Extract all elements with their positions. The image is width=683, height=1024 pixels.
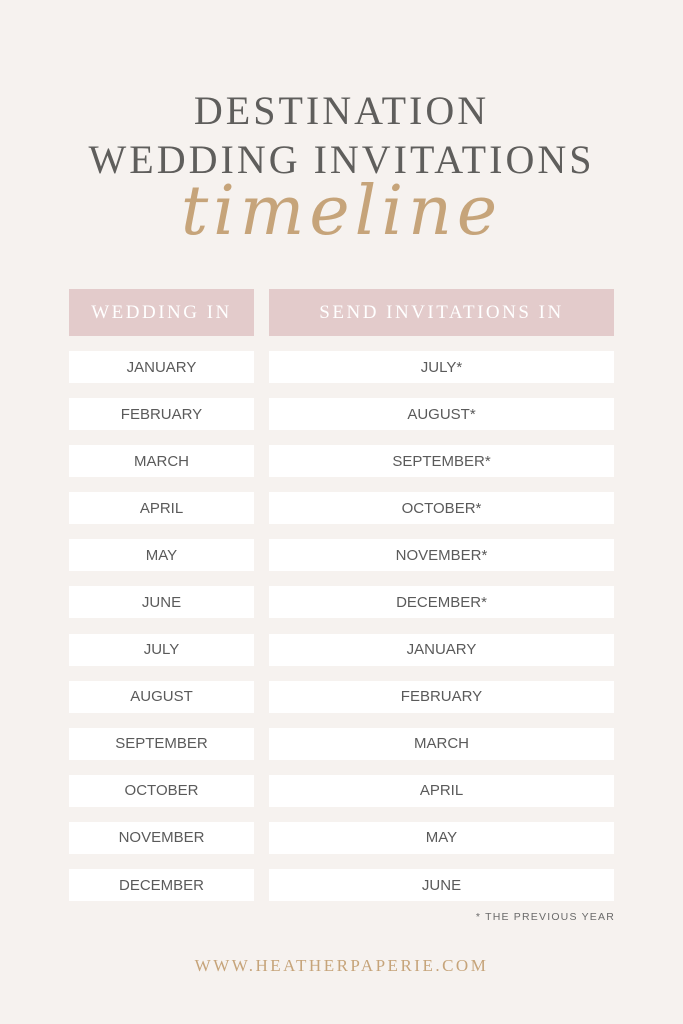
wedding-month-cell: FEBRUARY	[69, 398, 254, 430]
wedding-month-cell: OCTOBER	[69, 775, 254, 807]
send-month-cell: FEBRUARY	[269, 681, 614, 713]
table-row	[0, 586, 683, 618]
wedding-month-cell: APRIL	[69, 492, 254, 524]
table-row	[0, 445, 683, 477]
column-header-wedding-in: WEDDING IN	[69, 289, 254, 336]
table-row	[0, 634, 683, 666]
send-month-cell: AUGUST*	[269, 398, 614, 430]
column-header-send-invitations-in: SEND INVITATIONS IN	[269, 289, 614, 336]
wedding-month-cell: MAY	[69, 539, 254, 571]
wedding-month-cell: SEPTEMBER	[69, 728, 254, 760]
wedding-month-cell: JANUARY	[69, 351, 254, 383]
wedding-month-cell: NOVEMBER	[69, 822, 254, 854]
wedding-month-cell: DECEMBER	[69, 869, 254, 901]
send-month-cell: DECEMBER*	[269, 586, 614, 618]
send-month-cell: OCTOBER*	[269, 492, 614, 524]
title-line-1: DESTINATION	[193, 88, 490, 133]
send-month-cell: JULY*	[269, 351, 614, 383]
send-month-cell: MARCH	[269, 728, 614, 760]
wedding-month-cell: MARCH	[69, 445, 254, 477]
send-month-cell: JUNE	[269, 869, 614, 901]
wedding-month-cell: AUGUST	[69, 681, 254, 713]
table-row	[0, 492, 683, 524]
send-month-cell: SEPTEMBER*	[269, 445, 614, 477]
table-row	[0, 351, 683, 383]
send-month-cell: JANUARY	[269, 634, 614, 666]
title-line-2: WEDDING INVITATIONS	[88, 137, 595, 182]
table-row	[0, 539, 683, 571]
website-url: WWW.HEATHERPAPERIE.COM	[194, 956, 489, 975]
wedding-month-cell: JUNE	[69, 586, 254, 618]
wedding-month-cell: JULY	[69, 634, 254, 666]
script-title: timeline	[180, 172, 503, 251]
send-month-cell: APRIL	[269, 775, 614, 807]
send-month-cell: NOVEMBER*	[269, 539, 614, 571]
table-row	[0, 398, 683, 430]
send-month-cell: MAY	[269, 822, 614, 854]
table-row	[0, 775, 683, 807]
footnote: * THE PREVIOUS YEAR	[475, 911, 615, 923]
table-row	[0, 869, 683, 901]
table-row	[0, 681, 683, 713]
timeline-table	[0, 351, 683, 916]
table-row	[0, 728, 683, 760]
table-row	[0, 822, 683, 854]
